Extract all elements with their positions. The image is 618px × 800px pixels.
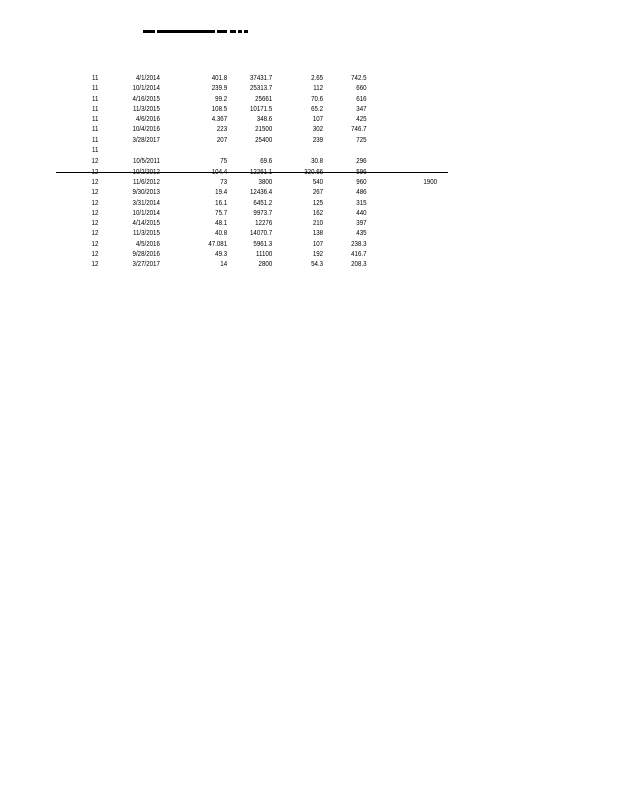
value-d-cell: 486 [356,187,367,197]
value-c-cell: 239 [312,134,324,144]
value-c-cell: 267 [312,187,324,197]
value-a-cell: 108.5 [211,103,228,113]
table-row [0,187,507,197]
value-d-cell: 660 [356,83,367,93]
group-cell: 12 [91,238,99,248]
value-e-cell: 1900 [423,176,438,186]
value-b-cell: 14070.7 [249,228,273,238]
date-cell: 9/28/2016 [132,249,160,259]
table-row [0,228,507,238]
group-cell: 11 [92,124,99,134]
value-a-cell: 73 [220,176,228,186]
group-cell: 12 [91,166,99,176]
value-c-cell: 65.2 [311,103,324,113]
value-d-cell: 960 [356,176,367,186]
group-cell: 11 [92,134,99,144]
group-cell: 12 [91,197,99,207]
group-cell: 12 [91,156,99,166]
date-cell: 4/16/2015 [132,93,160,103]
value-b-cell: 12261.1 [249,166,273,176]
value-a-cell: 16.1 [215,197,228,207]
value-a-cell: 99.2 [215,93,228,103]
value-b-cell: 3800 [258,176,273,186]
table-row [0,156,507,166]
value-b-cell: 2800 [258,259,273,269]
value-c-cell: 125 [312,197,324,207]
value-c-cell: 70.6 [311,93,324,103]
date-cell: 10/1/2014 [132,207,160,217]
value-c-cell: 138 [312,228,324,238]
value-b-cell: 12436.4 [249,187,273,197]
value-d-cell: 616 [356,93,367,103]
group-cell: 11 [92,145,99,155]
value-a-cell: 104.4 [211,166,228,176]
group-cell: 12 [91,187,99,197]
table-row [0,73,507,83]
date-cell: 3/31/2014 [132,197,160,207]
data-table [0,73,618,270]
value-a-cell: 239.9 [211,83,228,93]
value-d-cell: 208.3 [351,259,367,269]
value-c-cell: 210 [312,218,324,228]
group-cell: 11 [92,83,99,93]
value-d-cell: 416.7 [351,249,367,259]
group-cell: 12 [91,249,99,259]
table-row [0,177,507,187]
date-cell: 10/4/2016 [132,124,160,134]
table-row [0,124,507,134]
value-a-cell: 40.8 [215,228,228,238]
table-row [0,94,507,104]
value-b-cell: 25313.7 [249,83,273,93]
table-row [0,259,507,269]
value-c-cell: 112 [313,83,324,93]
value-b-cell: 37431.7 [249,73,273,82]
table-row [0,167,507,177]
date-cell: 4/5/2016 [135,238,160,248]
date-cell: 4/14/2015 [132,218,160,228]
value-c-cell: 107 [312,114,324,124]
value-d-cell: 725 [356,134,367,144]
value-b-cell: 10171.5 [249,103,273,113]
value-b-cell: 25400 [255,134,273,144]
date-cell: 10/5/2011 [132,156,160,166]
table-row [0,239,507,249]
value-d-cell: 596 [356,166,367,176]
value-a-cell: 49.3 [215,249,228,259]
table-row [0,83,507,93]
value-d-cell: 440 [356,207,367,217]
value-d-cell: 425 [356,114,367,124]
group-cell: 11 [92,73,99,82]
value-c-cell: 107 [312,238,324,248]
value-a-cell: 47.081 [208,238,228,248]
value-b-cell: 6451.2 [253,197,273,207]
table-row [0,218,507,228]
table-row [0,198,507,208]
value-b-cell: 69.6 [260,156,273,166]
value-a-cell: 48.1 [215,218,228,228]
value-a-cell: 223 [216,124,228,134]
value-d-cell: 435 [356,228,367,238]
group-cell: 12 [91,228,99,238]
table-row [0,208,507,218]
value-a-cell: 75.7 [215,207,228,217]
table-row [0,249,507,259]
table-row [0,135,507,145]
value-d-cell: 746.7 [351,124,367,134]
value-b-cell: 11100 [256,249,273,259]
date-cell: 11/3/2015 [132,103,160,113]
value-b-cell: 12276 [255,218,273,228]
date-cell: 4/1/2014 [135,73,160,82]
value-d-cell: 238.3 [351,238,367,248]
table-row [0,104,507,114]
value-b-cell: 25661 [255,93,273,103]
date-cell: 4/6/2016 [135,114,160,124]
date-cell: 10/1/2014 [132,83,160,93]
redacted-title [143,30,248,33]
value-c-cell: 320.66 [304,166,324,176]
value-b-cell: 9973.7 [253,207,273,217]
value-a-cell: 4.367 [211,114,228,124]
value-a-cell: 14 [220,259,228,269]
group-cell: 12 [91,207,99,217]
value-c-cell: 162 [312,207,324,217]
group-cell: 11 [92,93,99,103]
group-cell: 12 [91,259,99,269]
value-d-cell: 296 [356,156,367,166]
value-b-cell: 21500 [255,124,273,134]
date-cell: 10/2/2012 [132,166,160,176]
value-c-cell: 30.8 [311,156,324,166]
value-c-cell: 540 [312,176,324,186]
group-cell: 12 [91,218,99,228]
value-a-cell: 207 [216,134,228,144]
value-d-cell: 347 [356,103,367,113]
value-b-cell: 5961.3 [253,238,273,248]
date-cell: 11/3/2015 [132,228,160,238]
value-c-cell: 192 [312,249,324,259]
value-c-cell: 54.3 [311,259,324,269]
table-row [0,145,507,155]
table-row [0,114,507,124]
value-a-cell: 19.4 [215,187,228,197]
value-d-cell: 397 [356,218,367,228]
value-c-cell: 2.65 [311,73,324,82]
date-cell: 3/28/2017 [132,134,160,144]
value-d-cell: 742.5 [351,73,367,82]
group-cell: 11 [92,103,99,113]
date-cell: 3/27/2017 [132,259,160,269]
group-cell: 12 [91,176,99,186]
value-a-cell: 75 [220,156,228,166]
value-d-cell: 315 [356,197,367,207]
value-b-cell: 348.6 [256,114,273,124]
date-cell: 9/30/2013 [132,187,160,197]
date-cell: 11/6/2012 [132,176,160,186]
value-c-cell: 302 [312,124,324,134]
value-a-cell: 401.8 [211,73,228,82]
group-cell: 11 [92,114,99,124]
